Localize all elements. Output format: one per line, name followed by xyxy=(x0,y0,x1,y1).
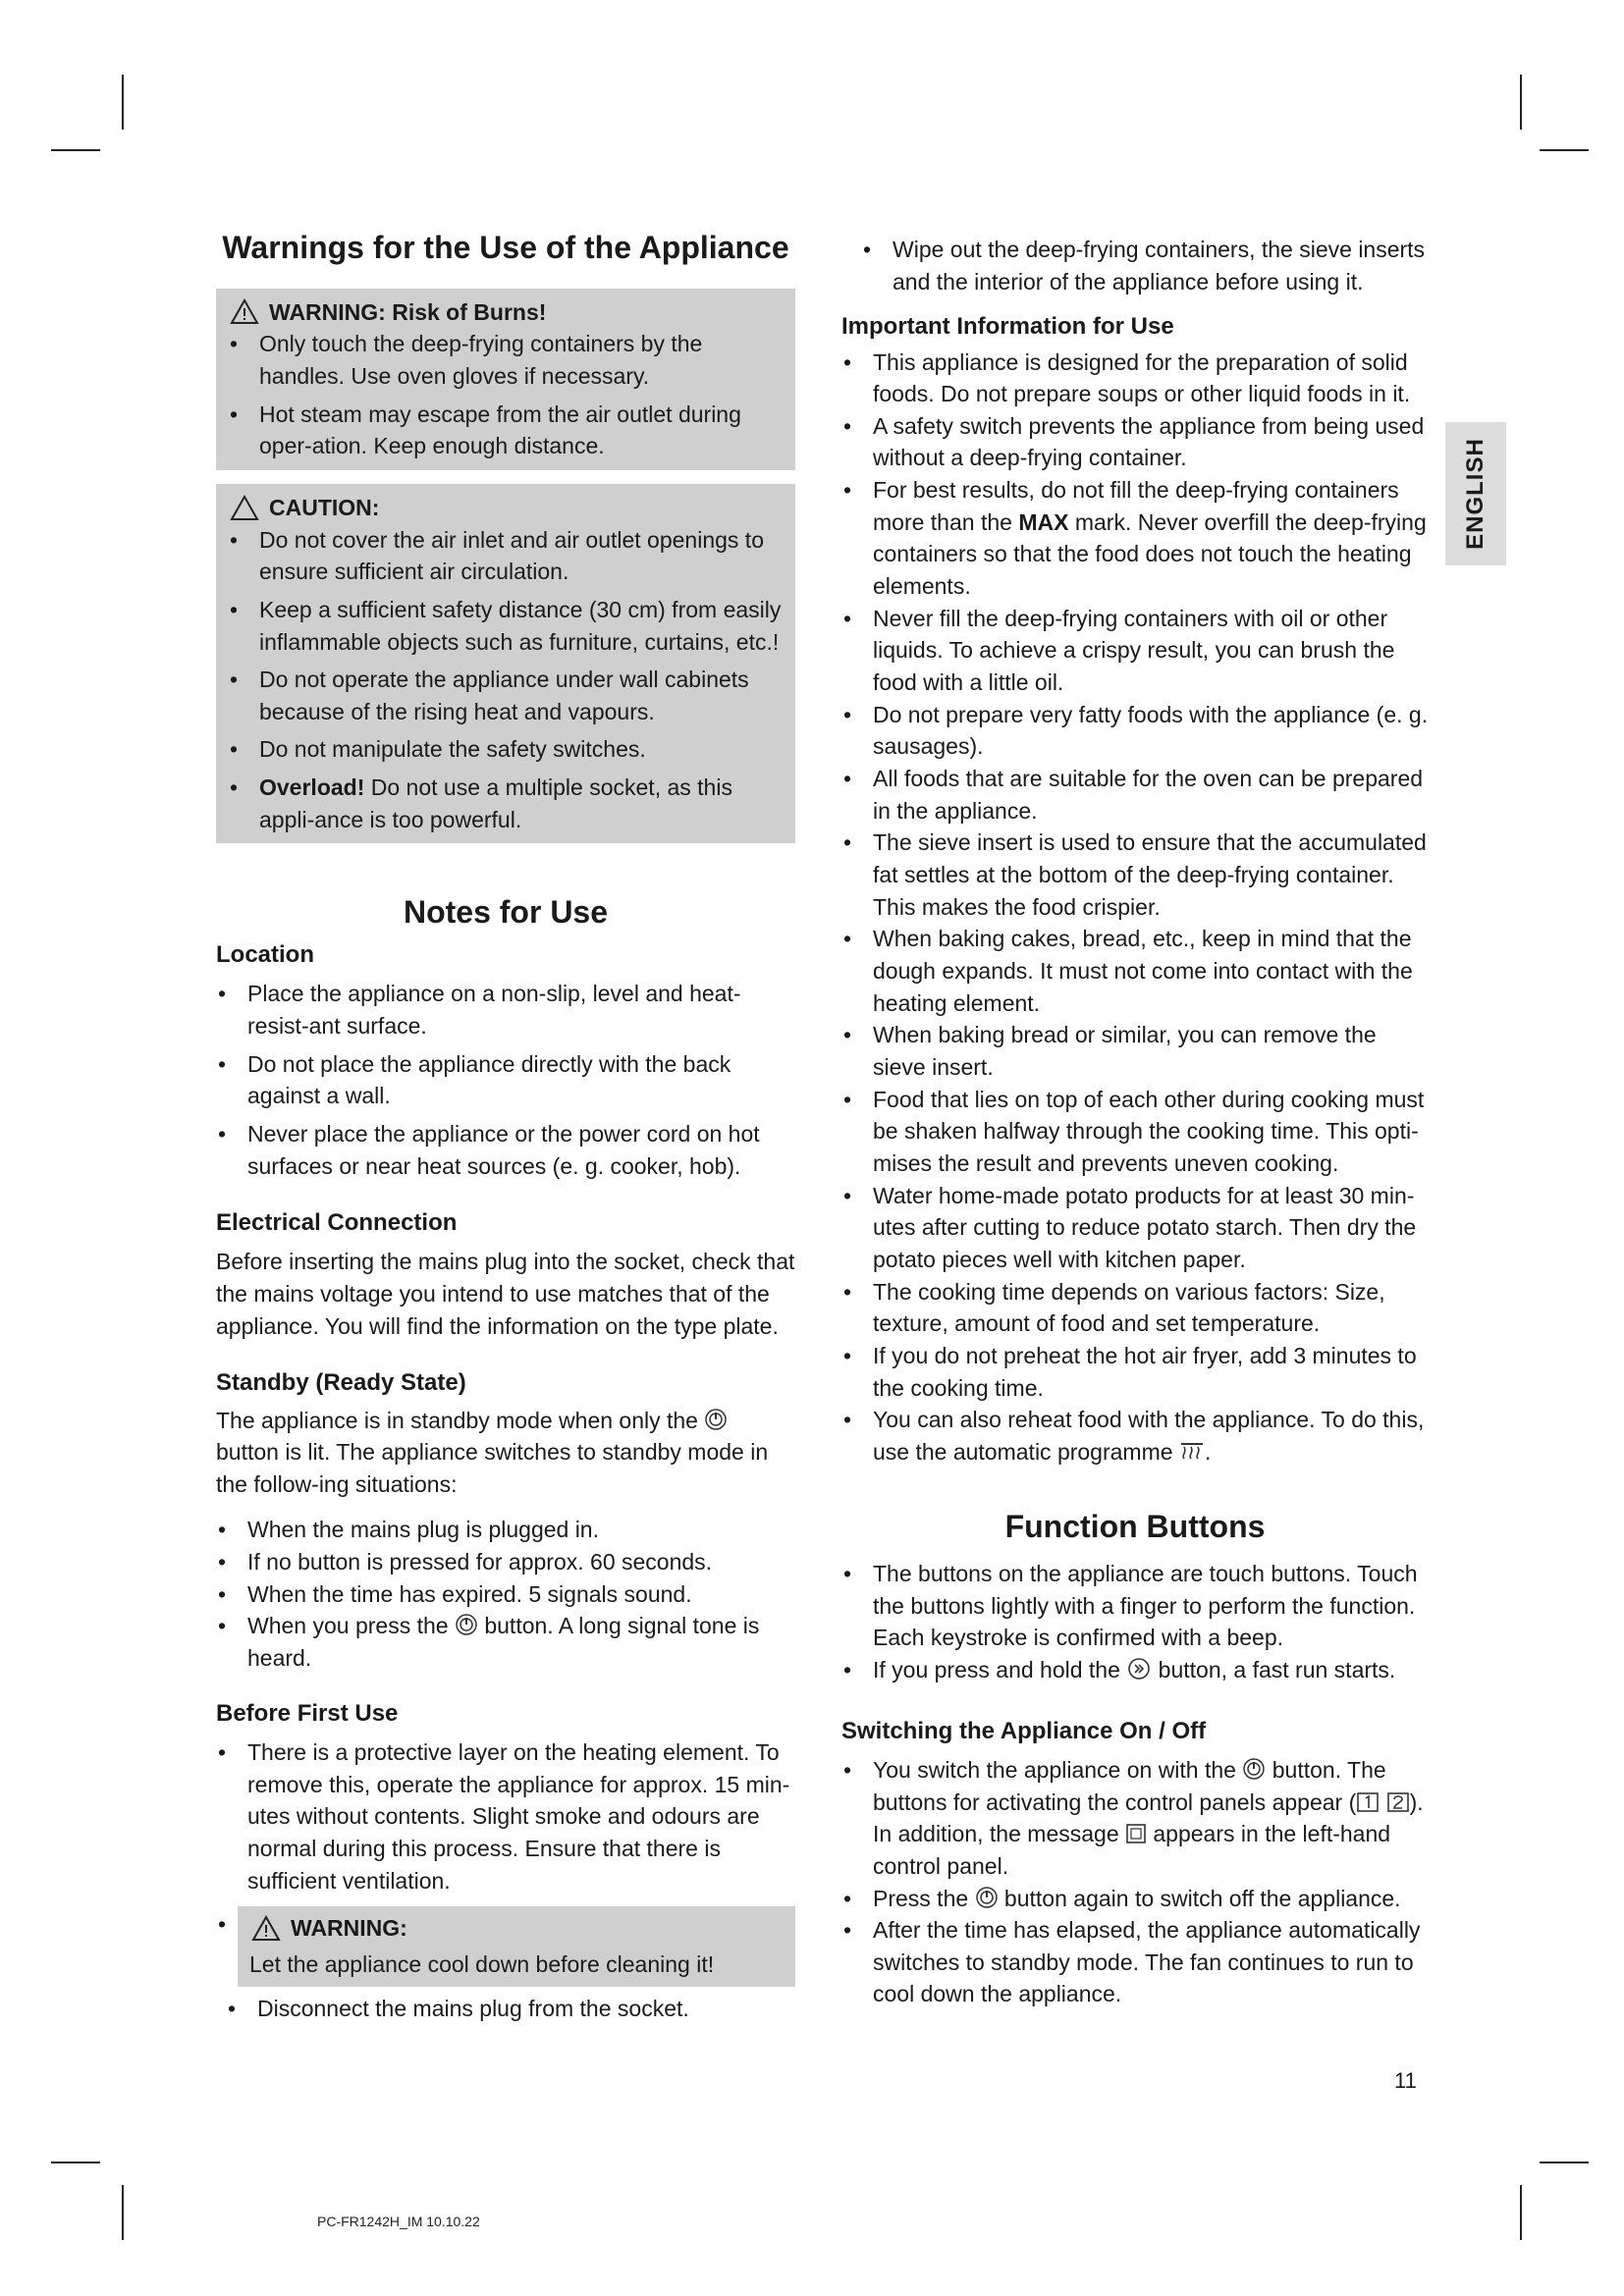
crop-mark xyxy=(122,2185,124,2240)
left-column xyxy=(216,228,795,2024)
list-item: • Hot steam may escape from the air outlet during oper-ation. Keep enough distance. xyxy=(228,399,782,462)
display-message-icon xyxy=(1125,1823,1147,1844)
list-item: • Food that lies on top of each other during cooking must be shaken halfway through the cooking time. This opti-mises the result and prevents uneven cooking. xyxy=(841,1084,1429,1180)
list-item: • When baking bread or similar, you can remove the sieve insert. xyxy=(841,1019,1429,1083)
control-panel-1-icon xyxy=(1356,1791,1380,1813)
caution-box-list xyxy=(228,524,782,836)
function-list xyxy=(841,1558,1429,1686)
list-item: • Do not cover the air inlet and air outlet openings to ensure sufficient air circulation. xyxy=(228,524,782,588)
warning-box-list xyxy=(228,328,782,462)
small-warning-row xyxy=(216,1906,795,1986)
language-tab: ENGLISH xyxy=(1445,422,1506,565)
list-item: • There is a protective layer on the heating element. To remove this, operate the appliance for approx. 15 min-utes without contents. Slight smoke and odours are normal during this process. Ensure that there is sufficient ventilation. xyxy=(216,1736,795,1896)
list-item: • When the time has expired. 5 signals sound. xyxy=(216,1578,795,1611)
standby-text: The appliance is in standby mode when only the button is lit. The appliance switches to standby mode in the follow-ing situations: xyxy=(216,1407,769,1497)
warning-box xyxy=(216,289,795,470)
switching-list xyxy=(841,1754,1429,2010)
control-panel-2-icon xyxy=(1386,1791,1410,1813)
list-item: • If you do not preheat the hot air fryer, add 3 minutes to the cooking time. xyxy=(841,1340,1429,1404)
right-dash-list xyxy=(841,234,1429,297)
switching-title: Switching the Appliance On / Off xyxy=(841,1717,1207,1744)
crop-mark xyxy=(51,2162,100,2163)
list-item: • When the mains plug is plugged in. xyxy=(216,1514,795,1546)
list-item: • Do not manipulate the safety switches. xyxy=(228,733,782,766)
reheat-program-icon xyxy=(1179,1441,1205,1463)
list-item: • All foods that are suitable for the oven can be prepared in the appliance. xyxy=(841,763,1429,827)
list-item: • Wipe out the deep-frying containers, the sieve inserts and the interior of the appliance before using it. xyxy=(861,234,1429,297)
caution-triangle-icon xyxy=(230,495,259,521)
location-list xyxy=(216,978,795,1182)
list-item: • You switch the appliance on with the button. The buttons for activating the control panels appear ( ). In addition, the message appears in the left-hand control panel. xyxy=(841,1754,1429,1883)
warning-triangle-icon xyxy=(230,298,259,325)
power-icon xyxy=(455,1613,478,1636)
list-item: • The cooking time depends on various factors: Size, texture, amount of food and set temperature. xyxy=(841,1276,1429,1340)
list-item: • Never place the appliance or the power cord on hot surfaces or near heat sources (e. g. cooker, hob). xyxy=(216,1118,795,1182)
list-item: • The buttons on the appliance are touch buttons. Touch the buttons lightly with a finger to perform the function. Each keystroke is confirmed with a beep. xyxy=(841,1558,1429,1654)
warning-triangle-icon xyxy=(251,1915,281,1942)
page-number: 11 xyxy=(1394,2068,1417,2093)
small-warning-box xyxy=(238,1906,795,1986)
function-title: Function Buttons xyxy=(1004,1509,1266,1545)
electrical-title: Electrical Connection xyxy=(216,1209,458,1237)
important-title: Important Information for Use xyxy=(841,313,1174,341)
list-item: • Never fill the deep-frying containers with oil or other liquids. To achieve a crispy result, you can brush the food with a little oil. xyxy=(841,603,1429,699)
notes-title: Notes for Use xyxy=(403,894,609,931)
list-item: • For best results, do not fill the deep-frying containers more than the MAX mark. Never overfill the deep-frying containers so that the food does not touch the heating elements. xyxy=(841,474,1429,603)
important-list xyxy=(841,347,1429,1468)
small-warning-text: Let the appliance cool down before cleaning it! xyxy=(249,1950,715,1977)
list-item: • Water home-made potato products for at least 30 min-utes after cutting to reduce potato starch. Then dry the potato pieces well with kitchen paper. xyxy=(841,1180,1429,1276)
crop-mark xyxy=(51,149,100,151)
first-use-list xyxy=(216,1736,795,1896)
power-icon xyxy=(975,1886,999,1909)
power-icon xyxy=(1242,1757,1266,1781)
list-item: • You can also reheat food with the appliance. To do this, use the automatic programme . xyxy=(841,1404,1429,1468)
list-item: • When baking cakes, bread, etc., keep in mind that the dough expands. It must not come into contact with the heating element. xyxy=(841,923,1429,1019)
caution-box xyxy=(216,484,795,844)
small-warning-title: WARNING: xyxy=(249,1912,784,1945)
standby-list xyxy=(216,1514,795,1674)
left-dash-list xyxy=(216,1993,795,2025)
crop-mark xyxy=(122,75,124,130)
bullet: • xyxy=(218,1911,227,1938)
overload-label: Overload! xyxy=(259,774,365,801)
list-item: • Overload! Do not use a multiple socket, as this appli-ance is too powerful. xyxy=(228,772,782,835)
list-item: • If no button is pressed for approx. 60 seconds. xyxy=(216,1546,795,1578)
list-item: • Disconnect the mains plug from the socket. xyxy=(226,1993,795,2025)
crop-mark xyxy=(1520,75,1522,130)
list-item: • This appliance is designed for the preparation of solid foods. Do not prepare soups or other liquid foods in it. xyxy=(841,347,1429,410)
electrical-text: Before inserting the mains plug into the socket, check that the mains voltage you intend to use matches that of the appliance. You will find the information on the type plate. xyxy=(216,1249,795,1339)
max-label: MAX xyxy=(1018,508,1069,535)
warnings-title: Warnings for the Use of the Appliance xyxy=(222,230,789,265)
footer-code: PC-FR1242H_IM 10.10.22 xyxy=(317,2214,480,2229)
list-item: • The sieve insert is used to ensure that the accumulated fat settles at the bottom of the deep-frying container. This makes the food crispier. xyxy=(841,827,1429,923)
location-title: Location xyxy=(216,941,314,969)
caution-box-title: CAUTION: xyxy=(228,492,782,524)
list-item: • Only touch the deep-frying containers by the handles. Use oven gloves if necessary. xyxy=(228,328,782,392)
right-column xyxy=(841,234,1429,2010)
list-item: • When you press the button. A long signal tone is heard. xyxy=(216,1610,795,1674)
list-item: • Keep a sufficient safety distance (30 cm) from easily inflammable objects such as furniture, curtains, etc.! xyxy=(228,594,782,658)
list-item: • After the time has elapsed, the appliance automatically switches to standby mode. The fan continues to run to cool down the appliance. xyxy=(841,1914,1429,2010)
warning-box-title: WARNING: Risk of Burns! xyxy=(228,296,782,329)
list-item: • Do not place the appliance directly with the back against a wall. xyxy=(216,1048,795,1112)
first-use-title: Before First Use xyxy=(216,1699,399,1727)
crop-mark xyxy=(1540,149,1589,151)
list-item: • Press the button again to switch off the appliance. xyxy=(841,1883,1429,1915)
list-item: • Place the appliance on a non-slip, level and heat-resist-ant surface. xyxy=(216,978,795,1041)
crop-mark xyxy=(1540,2162,1589,2163)
crop-mark xyxy=(1520,2185,1522,2240)
list-item: • If you press and hold the button, a fast run starts. xyxy=(841,1654,1429,1686)
fast-run-button-icon xyxy=(1126,1657,1152,1681)
power-icon xyxy=(704,1408,728,1431)
standby-title: Standby (Ready State) xyxy=(216,1369,466,1397)
list-item: • Do not operate the appliance under wall cabinets because of the rising heat and vapours. xyxy=(228,664,782,727)
list-item: • A safety switch prevents the appliance from being used without a deep-frying container. xyxy=(841,410,1429,474)
list-item: • Do not prepare very fatty foods with the appliance (e. g. sausages). xyxy=(841,699,1429,763)
